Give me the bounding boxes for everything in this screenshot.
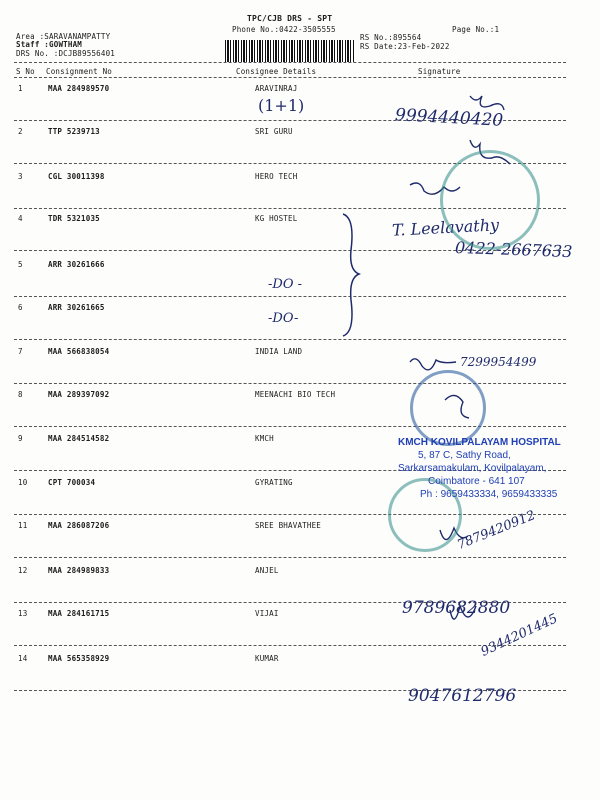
drs-number: DRS No. :DCJB89556401 bbox=[16, 49, 116, 58]
row-consignment-no: CGL 30011398 bbox=[48, 172, 105, 181]
row-consignee: HERO TECH bbox=[255, 172, 298, 181]
hospital-stamp-line: KMCH KOVILPALAYAM HOSPITAL bbox=[398, 437, 561, 448]
row-sno: 5 bbox=[18, 260, 23, 269]
handwritten-name: T. Leelavathy bbox=[391, 215, 500, 240]
row-consignment-no: MAA 566838054 bbox=[48, 347, 110, 356]
row-consignment-no: MAA 289397092 bbox=[48, 390, 110, 399]
row-consignment-no: ARR 30261665 bbox=[48, 303, 105, 312]
handwritten-note: (1+1) bbox=[258, 96, 305, 115]
row-consignment-no: CPT 700034 bbox=[48, 478, 96, 487]
row-sno: 7 bbox=[18, 347, 23, 356]
row-consignment-no: MAA 284989833 bbox=[48, 566, 110, 575]
hospital-stamp bbox=[398, 436, 561, 501]
page-number: Page No.:1 bbox=[452, 25, 500, 34]
handwritten-ditto: -DO - bbox=[268, 277, 302, 292]
row-sno: 3 bbox=[18, 172, 23, 181]
row-sno: 2 bbox=[18, 127, 23, 136]
row-consignment-no: MAA 286087206 bbox=[48, 521, 110, 530]
col-sno: S No bbox=[16, 67, 35, 76]
handwritten-phone: 7299954499 bbox=[460, 355, 537, 369]
handwritten-phone: 9344201445 bbox=[478, 611, 561, 660]
handwritten-phone: 9047612796 bbox=[408, 686, 517, 706]
row-consignee: GYRATING bbox=[255, 478, 293, 487]
row-consignee: VIJAI bbox=[255, 609, 279, 618]
row-consignee: SRI GURU bbox=[255, 127, 293, 136]
handwritten-phone: 9789682880 bbox=[402, 598, 511, 618]
row-consignee: SREE BHAVATHEE bbox=[255, 521, 322, 530]
col-signature: Signature bbox=[418, 67, 461, 76]
row-consignment-no: ARR 30261666 bbox=[48, 260, 105, 269]
hospital-stamp-line: Ph : 9659433334, 9659433335 bbox=[420, 489, 558, 500]
row-consignee: KUMAR bbox=[255, 654, 279, 663]
document-title: TPC/CJB DRS - SPT bbox=[247, 14, 333, 23]
phone-number: Phone No.:0422-3505555 bbox=[232, 25, 336, 34]
row-sno: 12 bbox=[18, 566, 28, 575]
row-consignment-no: TTP 5239713 bbox=[48, 127, 100, 136]
row-sno: 6 bbox=[18, 303, 23, 312]
row-consignee: ARAVINRAJ bbox=[255, 84, 298, 93]
area-label: Area :SARAVANAMPATTY bbox=[16, 32, 111, 41]
row-consignee: ANJEL bbox=[255, 566, 279, 575]
col-consignment: Consignment No bbox=[46, 67, 113, 76]
row-consignment-no: TDR 5321035 bbox=[48, 214, 100, 223]
handwritten-ditto: -DO- bbox=[268, 311, 299, 326]
row-consignment-no: MAA 565358929 bbox=[48, 654, 110, 663]
row-sno: 10 bbox=[18, 478, 28, 487]
row-sno: 9 bbox=[18, 434, 23, 443]
handwritten-phone: 9994440420 bbox=[394, 105, 504, 131]
row-consignment-no: MAA 284514582 bbox=[48, 434, 110, 443]
round-stamp bbox=[410, 370, 486, 446]
handwritten-phone: 7879420912 bbox=[455, 508, 538, 553]
row-consignee: MEENACHI BIO TECH bbox=[255, 390, 336, 399]
row-consignee: KMCH bbox=[255, 434, 274, 443]
row-consignment-no: MAA 284161715 bbox=[48, 609, 110, 618]
hospital-stamp-line: Sarkarsamakulam, Kovilpalayam, bbox=[398, 463, 547, 474]
staff-label: Staff :GOWTHAM bbox=[16, 40, 83, 49]
row-sno: 11 bbox=[18, 521, 28, 530]
row-sno: 14 bbox=[18, 654, 28, 663]
row-sno: 1 bbox=[18, 84, 23, 93]
hospital-stamp-line: Coimbatore - 641 107 bbox=[428, 476, 525, 487]
row-sno: 8 bbox=[18, 390, 23, 399]
rs-date: RS Date:23-Feb-2022 bbox=[360, 42, 450, 51]
col-consignee: Consignee Details bbox=[236, 67, 317, 76]
row-consignee: INDIA LAND bbox=[255, 347, 303, 356]
row-consignee: KG HOSTEL bbox=[255, 214, 298, 223]
row-sno: 4 bbox=[18, 214, 23, 223]
row-sno: 13 bbox=[18, 609, 28, 618]
rs-number: RS No.:895564 bbox=[360, 33, 422, 42]
round-stamp bbox=[440, 150, 540, 250]
hospital-stamp-line: 5, 87 C, Sathy Road, bbox=[418, 450, 511, 461]
row-consignment-no: MAA 284989570 bbox=[48, 84, 110, 93]
handwritten-phone: 0422-2667633 bbox=[454, 237, 573, 262]
